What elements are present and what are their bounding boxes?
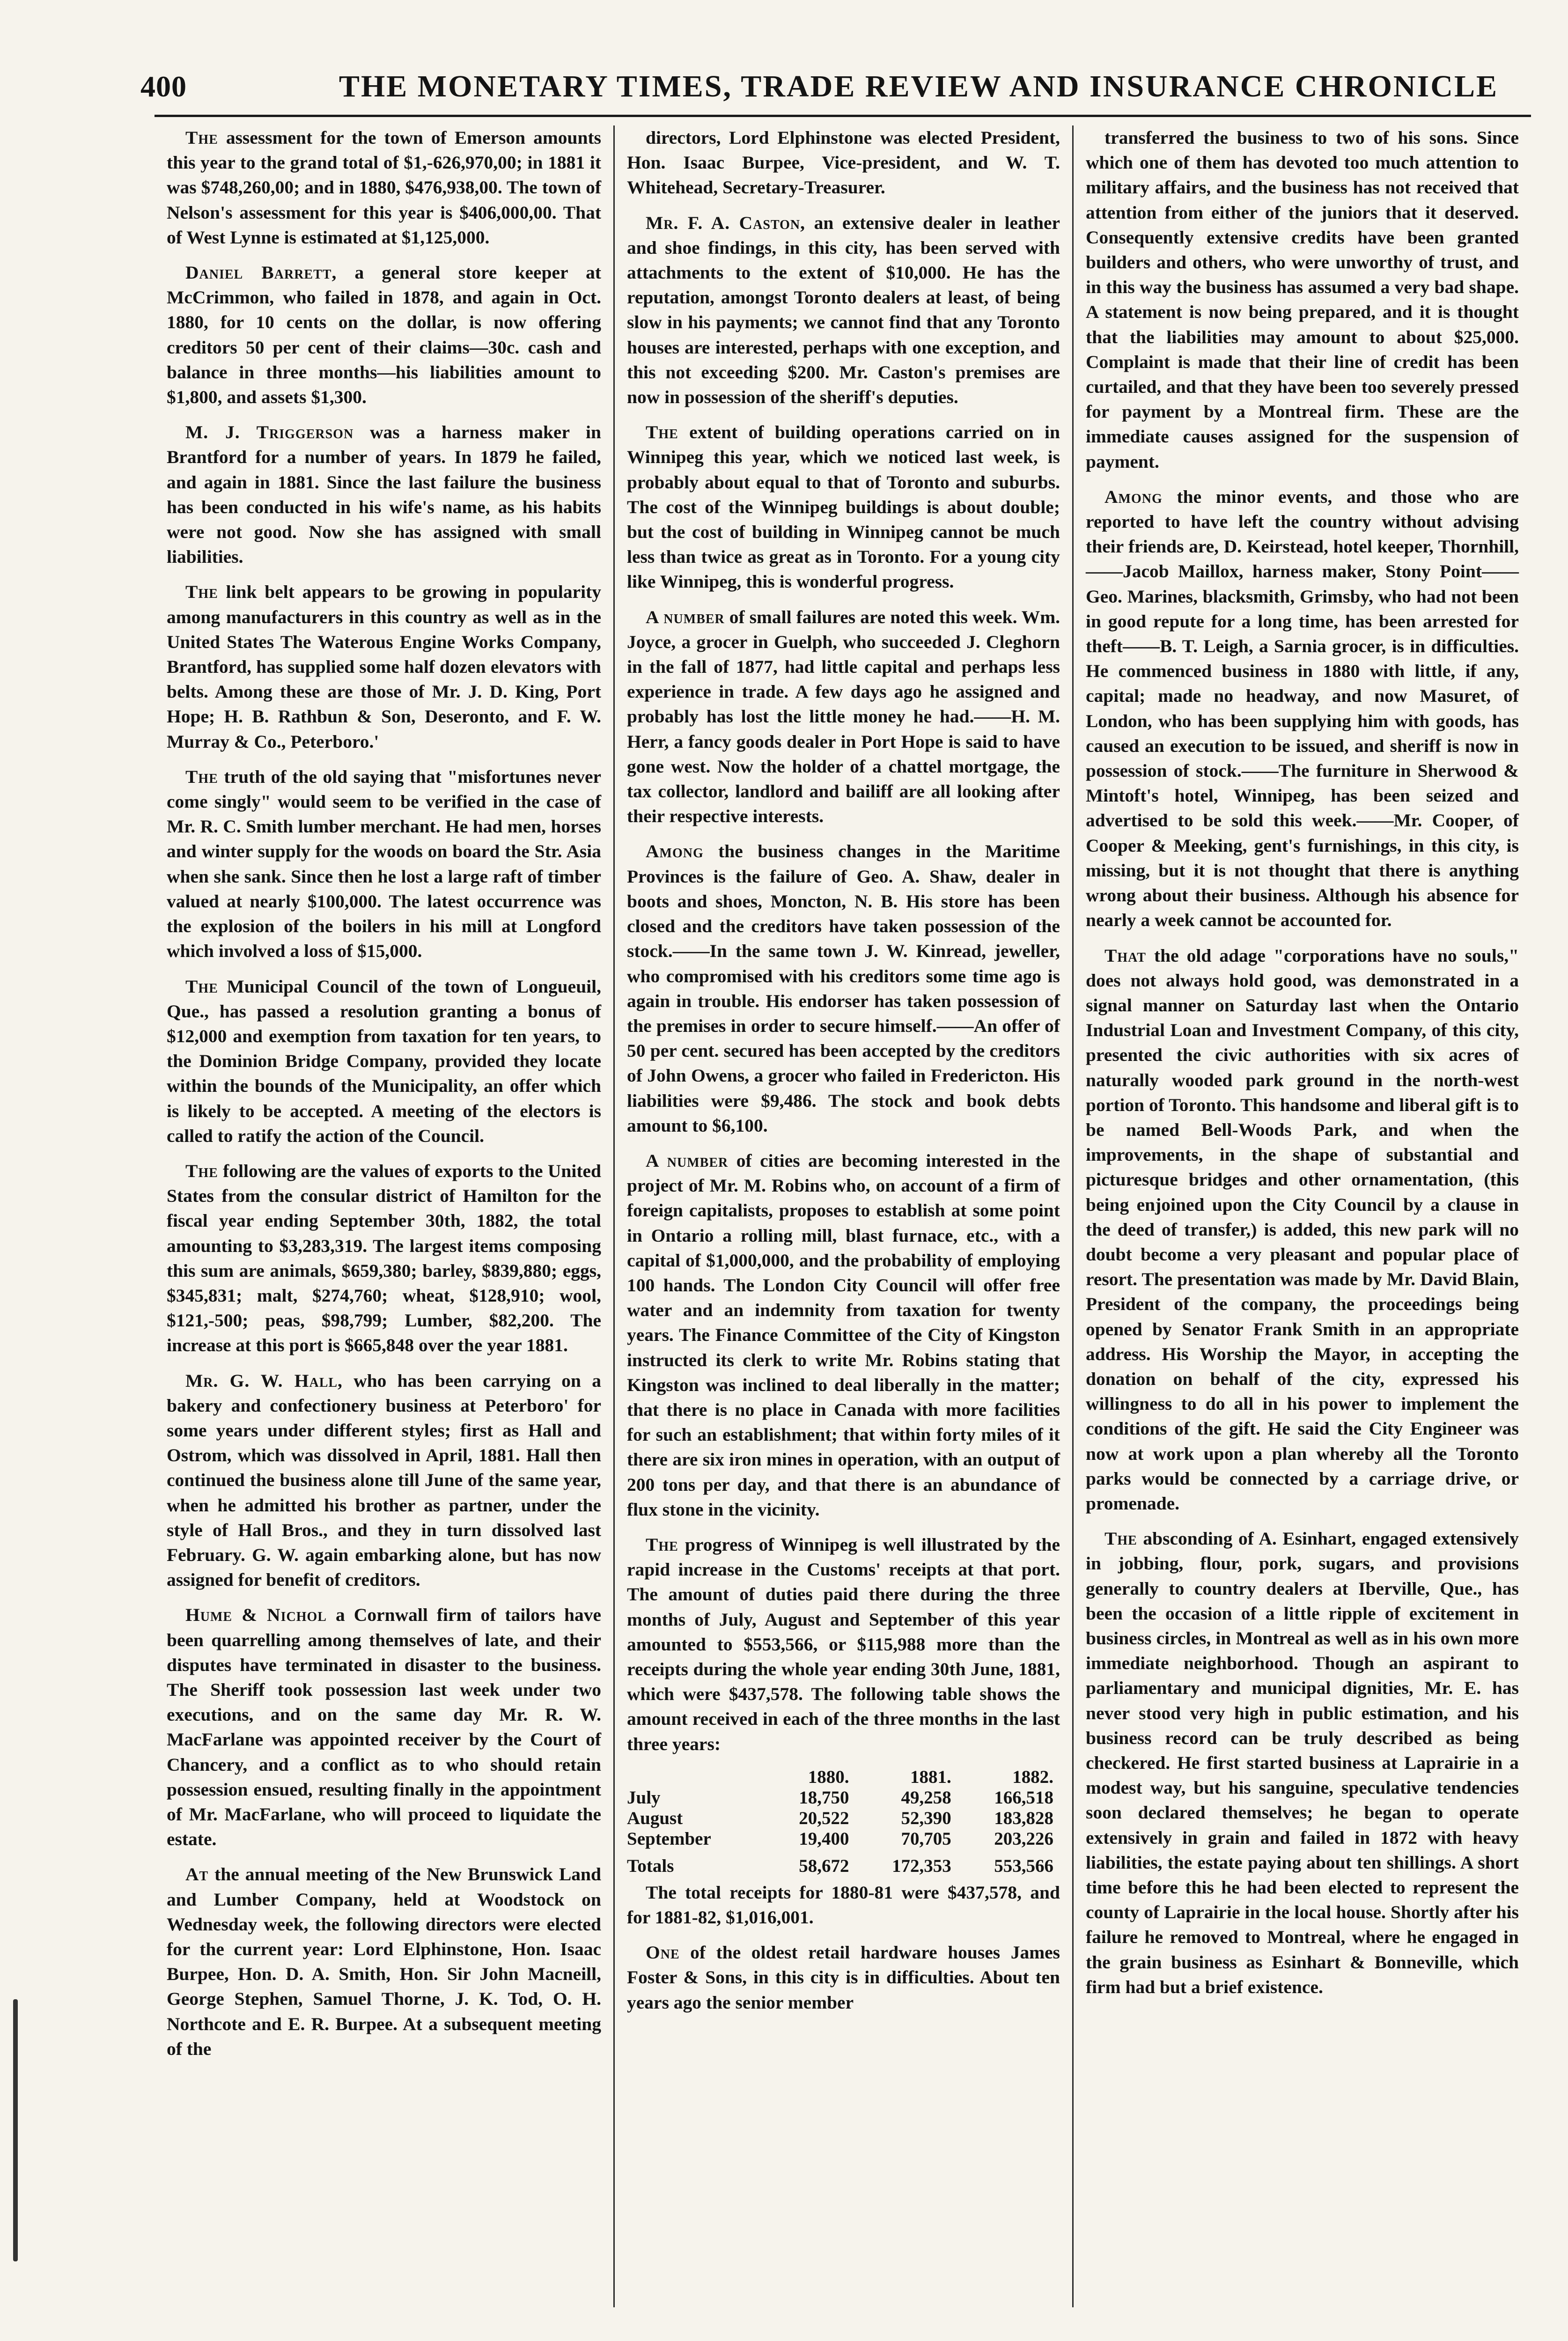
- paragraph-text: of the oldest retail hardware houses James Foster & Sons, in this city is in difficulties. About ten years ago the senior member: [627, 1942, 1060, 2013]
- article-paragraph: [167, 1862, 601, 2061]
- paragraph-lead: The: [185, 127, 218, 148]
- table-cell: 203,226: [994, 1828, 1053, 1849]
- row-label: September: [627, 1828, 711, 1849]
- table-cell: 20,522: [799, 1808, 849, 1828]
- paragraph-lead: One: [646, 1942, 680, 1963]
- paragraph-lead: Mr. F. A. Caston,: [646, 212, 805, 233]
- article-paragraph: [167, 420, 601, 569]
- paragraph-lead: A number: [646, 606, 725, 627]
- customs-receipts-table: [627, 1767, 1060, 1877]
- paragraph-lead: The: [185, 1160, 218, 1181]
- column-middle-articles: [627, 125, 1060, 1757]
- table-cell: 58,672: [799, 1855, 849, 1876]
- article-paragraph: [627, 839, 1060, 1138]
- table-row: [627, 1808, 1060, 1829]
- article-paragraph: [167, 1369, 601, 1593]
- paragraph-text: was a harness maker in Brantford for a number of years. In 1879 he failed, and again in 1881. Since the last failure the business has been conducted in his wife's name, as his habits were not good. Now she has assigned with small liabilities.: [167, 422, 602, 567]
- binding-mark: [13, 1999, 18, 2261]
- paragraph-text: absconding of A. Esinhart, engaged extensively in jobbing, flour, pork, sugars, and provisions generally to country dealers at Iberville, Que., has been the occasion of a little ripple of excitement in business circles, in Montreal as well as in his own more immediate neighborhood. Though an aspirant to parliamentary and municipal dignities, Mr. E. has never stood very high in public estimation, and his business record can be truly described as being checkered. He first started business at Laprairie in a modest way, but his sanguine, speculative tendencies soon declared themselves; he began to operate extensively in grain and failed in 1872 with heavy liabilities, the estate paying about ten shillings. A short time before this he had been elected to represent the county of Laprairie in the local house. Shortly after his failure he removed to Montreal, where he engaged in the grain business as Esinhart & Bonneville, which firm had but a brief existence.: [1086, 1528, 1519, 1997]
- paragraph-lead: The: [185, 582, 218, 603]
- row-label: August: [627, 1808, 683, 1828]
- paragraph-text: who has been carrying on a bakery and confectionery business at Peterboro' for some years under different styles; first as Hall and Ostrom, which was dissolved in April, 1881. Hall then continued the business alone till June of the same year, when he admitted his brother as partner, under the style of Hall Bros., and they in turn dissolved last February. G. W. again embarking alone, but has now assigned for benefit of creditors.: [167, 1370, 602, 1590]
- table-cell: 18,750: [799, 1787, 849, 1808]
- masthead-title: THE MONETARY TIMES, TRADE REVIEW AND INSURANCE CHRONICLE: [339, 69, 1498, 103]
- article-paragraph: [627, 1532, 1060, 1757]
- paragraph-text: the annual meeting of the New Brunswick Land and Lumber Company, held at Woodstock on Wednesday week, the following directors were elected for the current year: Lord Elphinstone, Hon. Isaac Burpee, Hon. D. A. Smith, Hon. Sir John Macneill, George Stephen, Samuel Thorne, J. K. Tod, O. H. Northcote and E. R. Burpee. At a subsequent meeting of the: [167, 1864, 601, 2059]
- column-middle-after-table: [627, 1880, 1060, 2015]
- table-cell: 172,353: [891, 1855, 951, 1876]
- paragraph-text: The total receipts for 1880-81 were $437,578, and for 1881-82, $1,016,001.: [627, 1882, 1060, 1928]
- paragraph-lead: Hume & Nichol: [185, 1605, 327, 1626]
- table-header-cell: 1880.: [808, 1767, 849, 1787]
- article-paragraph: [167, 974, 601, 1148]
- article-columns: [155, 125, 1531, 2307]
- paragraph-lead: Among: [646, 841, 704, 862]
- paragraph-text: truth of the old saying that "misfortunes never come singly" would seem to be verified in the case of Mr. R. C. Smith lumber merchant. He had men, horses and winter supply for the woods on board the Str. Asia when she sank. Since then he lost a large raft of timber valued at nearly $100,000. The latest occurrence was the explosion of the boilers in his mill at Longford which involved a loss of $15,000.: [167, 766, 602, 962]
- header-rule: [155, 115, 1531, 117]
- paragraph-text: transferred the business to two of his sons. Since which one of them has devoted too much attention to military affairs, and the business has not received that attention from either of the juniors that it deserved. Consequently extensive credits have been granted builders and others, who were unworthy of trust, and in this way the business has assumed a very bad shape. A statement is now being prepared, and it is thought that the liabilities may amount to about $25,000. Complaint is made that their line of credit has been curtailed, and that they have been too severely pressed for payment by a Montreal firm. These are the immediate causes assigned for the suspension of payment.: [1086, 127, 1519, 472]
- paragraph-lead: That: [1104, 945, 1146, 966]
- paragraph-lead: Mr. G. W. Hall,: [185, 1370, 343, 1391]
- table-cell: 553,566: [994, 1855, 1053, 1876]
- table-cell: 183,828: [994, 1808, 1053, 1828]
- table-row: [627, 1829, 1060, 1849]
- paragraph-text: following are the values of exports to the United States from the consular district of Hamilton for the fiscal year ending September 30th, 1882, the total amounting to $3,283,319. The largest items composing this sum are animals, $659,380; barley, $839,880; eggs, $345,831; malt, $274,760; wheat, $128,910; wool, $121,-500; peas, $98,799; Lumber, $82,200. The increase at this port is $665,848 over the year 1881.: [167, 1160, 602, 1356]
- paragraph-lead: A number: [646, 1150, 729, 1171]
- table-cell: 70,705: [901, 1828, 951, 1849]
- paragraph-lead: At: [185, 1864, 209, 1885]
- article-paragraph: [167, 1603, 601, 1852]
- paragraph-text: a general store keeper at McCrimmon, who failed in 1878, and again in Oct. 1880, for 10 cents on the dollar, is now offering creditors 50 per cent of their claims—30c. cash and balance in three months—his liabilities amount to $1,800, and assets $1,300.: [167, 262, 601, 408]
- table-header-cell: 1881.: [910, 1767, 951, 1787]
- paragraph-lead: Daniel Barrett,: [185, 262, 337, 283]
- table-cell: 52,390: [901, 1808, 951, 1828]
- column-right: [1072, 125, 1531, 2307]
- article-paragraph: [627, 125, 1060, 200]
- table-totals-row: [627, 1849, 1060, 1877]
- paragraph-text: link belt appears to be growing in popularity among manufacturers in this country as well as in the United States The Waterous Engine Works Company, Brantford, has supplied some half dozen elevators with belts. Among these are those of Mr. J. D. King, Port Hope; H. B. Rathbun & Son, Deseronto, and F. W. Murray & Co., Peterboro.': [167, 582, 601, 752]
- table-cell: 19,400: [799, 1828, 849, 1849]
- paragraph-lead: The: [1104, 1528, 1137, 1549]
- table-corner-cell: [627, 1767, 767, 1788]
- table-row: [627, 1788, 1060, 1808]
- article-paragraph: [627, 1148, 1060, 1522]
- article-paragraph: [627, 1940, 1060, 2015]
- column-left: [155, 125, 613, 2307]
- paragraph-text: the old adage "corporations have no souls," does not always hold good, was demonstrated in a signal manner on Saturday last when the Ontario Industrial Loan and Investment Company, of this city, presented the civic authorities with six acres of naturally wooded park ground in the north-west portion of Toronto. This handsome and liberal gift is to be named Bell-Woods Park, and when the improvements, in the shape of substantial and picturesque bridges and other ornamentation, (this being enjoined upon the City Council by a clause in the deed of transfer,) is added, this new park will no doubt become a very pleasant and popular place of resort. The presentation was made by Mr. David Blain, President of the company, the proceedings being opened by Senator Frank Smith in an appropriate address. His Worship the Mayor, in accepting the donation on behalf of the city, expressed his willingness to do all in his power to implement the conditions of the gift. He said the City Engineer was now at work upon a plan whereby all the Toronto parks would be connected by a carriage drive, or promenade.: [1086, 945, 1519, 1514]
- paragraph-text: of cities are becoming interested in the project of Mr. M. Robins who, on account of a firm of foreign capitalists, proposes to establish at some point in Ontario a rolling mill, blast furnace, etc., with a capital of $1,000,000, and the probability of employing 100 hands. The London City Council will offer free water and an indemnity from taxation for twenty years. The Finance Committee of the City of Kingston instructed its clerk to write Mr. Robins stating that Kingston was inclined to deal liberally in the matter; that there is no place in Canada with more facilities for such an establishment; that within forty miles of it there are six iron mines in operation, with an output of 200 tons per day, and that there is an abundance of flux stone in the vicinity.: [627, 1150, 1060, 1520]
- table-cell: 49,258: [901, 1787, 951, 1808]
- paragraph-lead: The: [185, 766, 218, 787]
- page-header: [140, 56, 1526, 117]
- paragraph-text: an extensive dealer in leather and shoe findings, in this city, has been served with attachments to the extent of $10,000. He has the reputation, amongst Toronto dealers at least, of being slow in his payments; we cannot find that any Toronto houses are interested, perhaps with one exception, and this not exceeding $200. Mr. Caston's premises are now in possession of the sheriff's deputies.: [627, 212, 1060, 408]
- paragraph-text: progress of Winnipeg is well illustrated by the rapid increase in the Customs' receipts at that port. The amount of duties paid there during the three months of July, August and September of this year amounted to $553,566, or $115,988 more than the receipts during the whole year ending 30th June, 1881, which were $437,578. The following table shows the amount received in each of the three months in the last three years:: [627, 1534, 1060, 1754]
- paragraph-text: extent of building operations carried on in Winnipeg this year, which we noticed last week, is probably about equal to that of Toronto and suburbs. The cost of the Winnipeg buildings is about double; but the cost of building in Winnipeg cannot be much less than twice as great as in Toronto. For a young city like Winnipeg, this is wonderful progress.: [627, 422, 1060, 592]
- paragraph-text: a Cornwall firm of tailors have been quarrelling among themselves of late, and their disputes have terminated in disaster to the business. The Sheriff took possession last week under two executions, and on the same day Mr. R. W. MacFarlane was appointed receiver by the Court of Chancery, and a conflict as to who should retain possession ensued, resulting finally in the appointment of Mr. MacFarlane, who will proceed to liquidate the estate.: [167, 1605, 601, 1850]
- article-paragraph: [1086, 943, 1519, 1516]
- paragraph-text: the business changes in the Maritime Provinces is the failure of Geo. A. Shaw, dealer in boots and shoes, Moncton, N. B. His store has been closed and the creditors have taken possession of the stock.——In the same town J. W. Kinread, jeweller, who compromised with his creditors some time ago is again in trouble. His endorser has taken possession of the premises in order to secure himself.——An offer of 50 per cent. secured has been accepted by the creditors of John Owens, a grocer who failed in Fredericton. His liabilities were $9,486. The stock and book debts amount to $6,100.: [627, 841, 1060, 1136]
- article-paragraph: [167, 580, 601, 754]
- article-paragraph: [627, 420, 1060, 594]
- table-header-cell: 1882.: [1012, 1767, 1053, 1787]
- paragraph-lead: The: [646, 422, 678, 443]
- row-label: July: [627, 1787, 661, 1808]
- paragraph-text: Municipal Council of the town of Longueuil, Que., has passed a resolution granting a bonus of $12,000 and exemption from taxation for ten years, to the Dominion Bridge Company, provided they locate within the bounds of the Municipality, an offer which is likely to be accepted. A meeting of the electors is called to ratify the action of the Council.: [167, 976, 601, 1146]
- table-cell: 166,518: [994, 1787, 1053, 1808]
- article-paragraph: [627, 1880, 1060, 1930]
- article-paragraph: [167, 260, 601, 410]
- paragraph-lead: Among: [1104, 486, 1163, 507]
- row-label: Totals: [627, 1855, 674, 1876]
- column-middle: [613, 125, 1072, 2307]
- article-paragraph: [167, 125, 601, 250]
- article-paragraph: [627, 605, 1060, 829]
- article-paragraph: [627, 211, 1060, 410]
- paragraph-text: the minor events, and those who are reported to have left the country without advising their friends are, D. Keirstead, hotel keeper, Thornhill,——Jacob Maillox, harness maker, Stony Point——Geo. Marines, blacksmith, Grimsby, who had not been in good repute for a long time, has been arrested for theft——B. T. Leigh, a Sarnia grocer, is in difficulties. He commenced business in 1880 with little, if any, capital; made no headway, and now Masuret, of London, who has been supplying him with goods, has caused an execution to be issued, and sheriff is now in possession of stock.——The furniture in Sherwood & Mintoft's hotel, Winnipeg, has been seized and advertised to be sold this week.——Mr. Cooper, of Cooper & Meeking, gent's furnishings, in this city, is missing, but it is not thought that there is anything wrong about their business. Although his absence for nearly a week cannot be accounted for.: [1086, 486, 1519, 931]
- paragraph-text: directors, Lord Elphinstone was elected President, Hon. Isaac Burpee, Vice-president, and W. T. Whitehead, Secretary-Treasurer.: [627, 127, 1060, 198]
- article-paragraph: [1086, 125, 1519, 474]
- table-header-row: [627, 1767, 1060, 1788]
- article-paragraph: [1086, 1526, 1519, 2000]
- paragraph-text: assessment for the town of Emerson amounts this year to the grand total of $1,-626,970,00; in 1881 it was $748,260,00; and in 1880, $476,938,00. The town of Nelson's assessment for this year is $406,000,00. That of West Lynne is estimated at $1,125,000.: [167, 127, 602, 248]
- page-number: 400: [140, 70, 187, 103]
- article-paragraph: [167, 1159, 601, 1358]
- paragraph-lead: The: [646, 1534, 678, 1555]
- article-paragraph: [167, 765, 601, 964]
- article-paragraph: [1086, 485, 1519, 933]
- paragraph-lead: M. J. Triggerson: [185, 422, 354, 443]
- paragraph-lead: The: [185, 976, 218, 997]
- paragraph-text: of small failures are noted this week. Wm. Joyce, a grocer in Guelph, who succeeded J. Cleghorn in the fall of 1877, had little capital and perhaps less experience in trade. A few days ago he assigned and probably has lost the little money he had.——H. M. Herr, a fancy goods dealer in Port Hope is said to have gone west. Now the holder of a chattel mortgage, the tax collector, landlord and bailiff are all looking after their respective interests.: [627, 606, 1060, 827]
